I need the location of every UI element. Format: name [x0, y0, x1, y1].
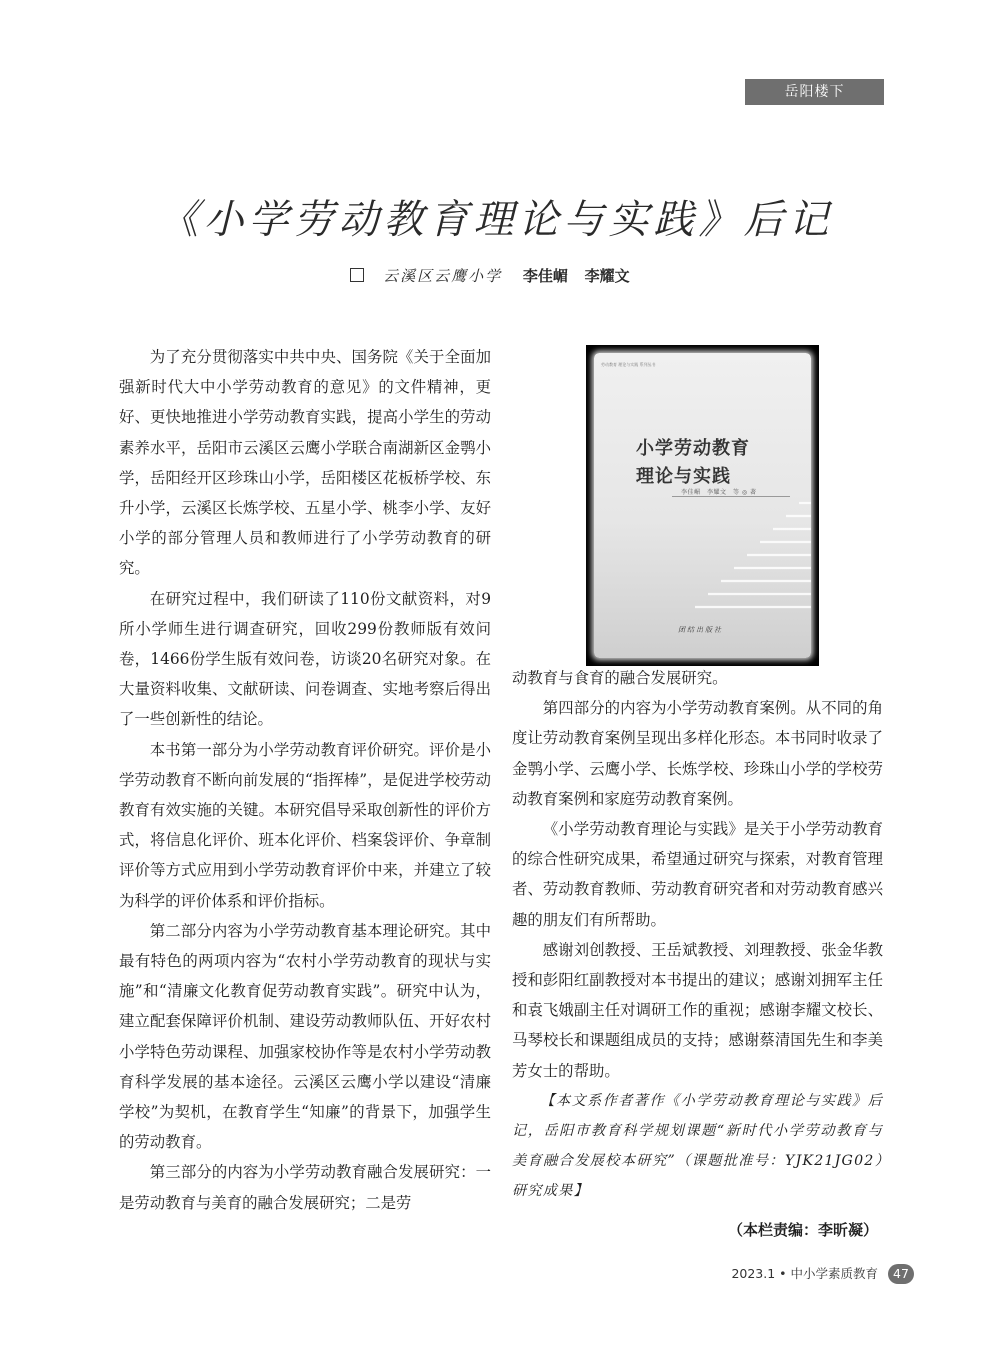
body-paragraph: 《小学劳动教育理论与实践》是关于小学劳动教育的综合性研究成果，希望通过研究与探索，对教育管理者、劳动教育教师、劳动教育研究者和对劳动教育感兴趣的朋友们有所帮助。	[512, 820, 883, 929]
body-paragraph: 感谢刘创教授、王岳斌教授、刘理教授、张金华教授和彭阳红副教授对本书提出的建议；感谢刘拥军主任和袁飞娥副主任对调研工作的重视；感谢李耀文校长、马琴校长和课题组成员的支持；感谢蔡清国先生和李美芳女士的帮助。	[512, 940, 883, 1080]
right-column	[512, 663, 883, 1207]
book-authors: 李佳嵋 李耀文 等 ◎ 著	[681, 489, 757, 496]
book-title	[636, 435, 750, 491]
page-footer	[600, 1264, 914, 1284]
body-paragraph: 本书第一部分为小学劳动教育评价研究。评价是小学劳动教育不断向前发展的“指挥棒”，是促进学校劳动教育有效实施的关键。本研究倡导采取创新性的评价方式，将信息化评价、班本化评价、档案袋评价、争章制评价等方式应用到小学劳动教育评价中来，并建立了较为科学的评价体系和评价指标。	[119, 740, 491, 910]
stairs-graphic	[594, 353, 811, 658]
author-name: 李佳嵋	[522, 267, 568, 285]
book-title-line: 小学劳动教育	[636, 438, 750, 459]
column-editor: （本栏责编：李昕凝）	[727, 1221, 878, 1239]
author-school: 云溪区云鹰小学	[383, 267, 503, 285]
book-cover-image	[586, 345, 819, 666]
journal-info: 2023.1 • 中小学素质教育	[731, 1266, 879, 1281]
book-cover	[594, 353, 811, 658]
byline	[0, 265, 992, 286]
body-paragraph: 在研究过程中，我们研读了110份文献资料，对9所小学师生进行调查研究，回收299份教师版有效问卷，1466份学生版有效问卷，访谈20名研究对象。在大量资料收集、文献研读、问卷调查、实地考察后得出了一些创新性的结论。	[119, 589, 491, 729]
body-paragraph: 第三部分的内容为小学劳动教育融合发展研究：一是劳动教育与美育的融合发展研究；二是劳	[119, 1163, 491, 1212]
left-column	[119, 342, 491, 1218]
book-series: 劳动教育 理论与实践 系列丛书	[601, 362, 656, 367]
book-title-line: 理论与实践	[636, 466, 731, 487]
body-paragraph: 动教育与食育的融合发展研究。	[512, 669, 728, 687]
square-icon	[350, 268, 364, 282]
funding-note: 【本文系作者著作《小学劳动教育理论与实践》后记，岳阳市教育科学规划课题“新时代小学劳动教育与美育融合发展校本研究”（课题批准号：YJK21JG02）研究成果】	[512, 1092, 883, 1200]
body-paragraph: 为了充分贯彻落实中共中央、国务院《关于全面加强新时代大中小学劳动教育的意见》的文件精神，更好、更快地推进小学劳动教育实践，提高小学生的劳动素养水平，岳阳市云溪区云鹰小学联合南湖新区金鹗小学，岳阳经开区珍珠山小学，岳阳楼区花板桥学校、东升小学，云溪区长炼学校、五星小学、桃李小学、友好小学的部分管理人员和教师进行了小学劳动教育的研究。	[119, 348, 491, 578]
article-title: 《小学劳动教育理论与实践》后记	[158, 197, 834, 243]
section-tag: 岳阳楼下	[745, 79, 884, 105]
page-number: 47	[888, 1264, 914, 1284]
author-name: 李耀文	[584, 267, 630, 285]
book-publisher: 团结出版社	[678, 626, 723, 634]
book-rule	[672, 496, 790, 497]
body-paragraph: 第二部分内容为小学劳动教育基本理论研究。其中最有特色的两项内容为“农村小学劳动教育的现状与实施”和“清廉文化教育促劳动教育实践”。研究中认为，建立配套保障评价机制、建设劳动教师队伍、开好农村小学特色劳动课程、加强家校协作等是农村小学劳动教育科学发展的基本途径。云溪区云鹰小学以建设“清廉学校”为契机，在教育学生“知廉”的背景下，加强学生的劳动教育。	[119, 921, 491, 1152]
body-paragraph: 第四部分的内容为小学劳动教育案例。从不同的角度让劳动教育案例呈现出多样化形态。本书同时收录了金鹗小学、云鹰小学、长炼学校、珍珠山小学的学校劳动教育案例和家庭劳动教育案例。	[512, 699, 883, 808]
